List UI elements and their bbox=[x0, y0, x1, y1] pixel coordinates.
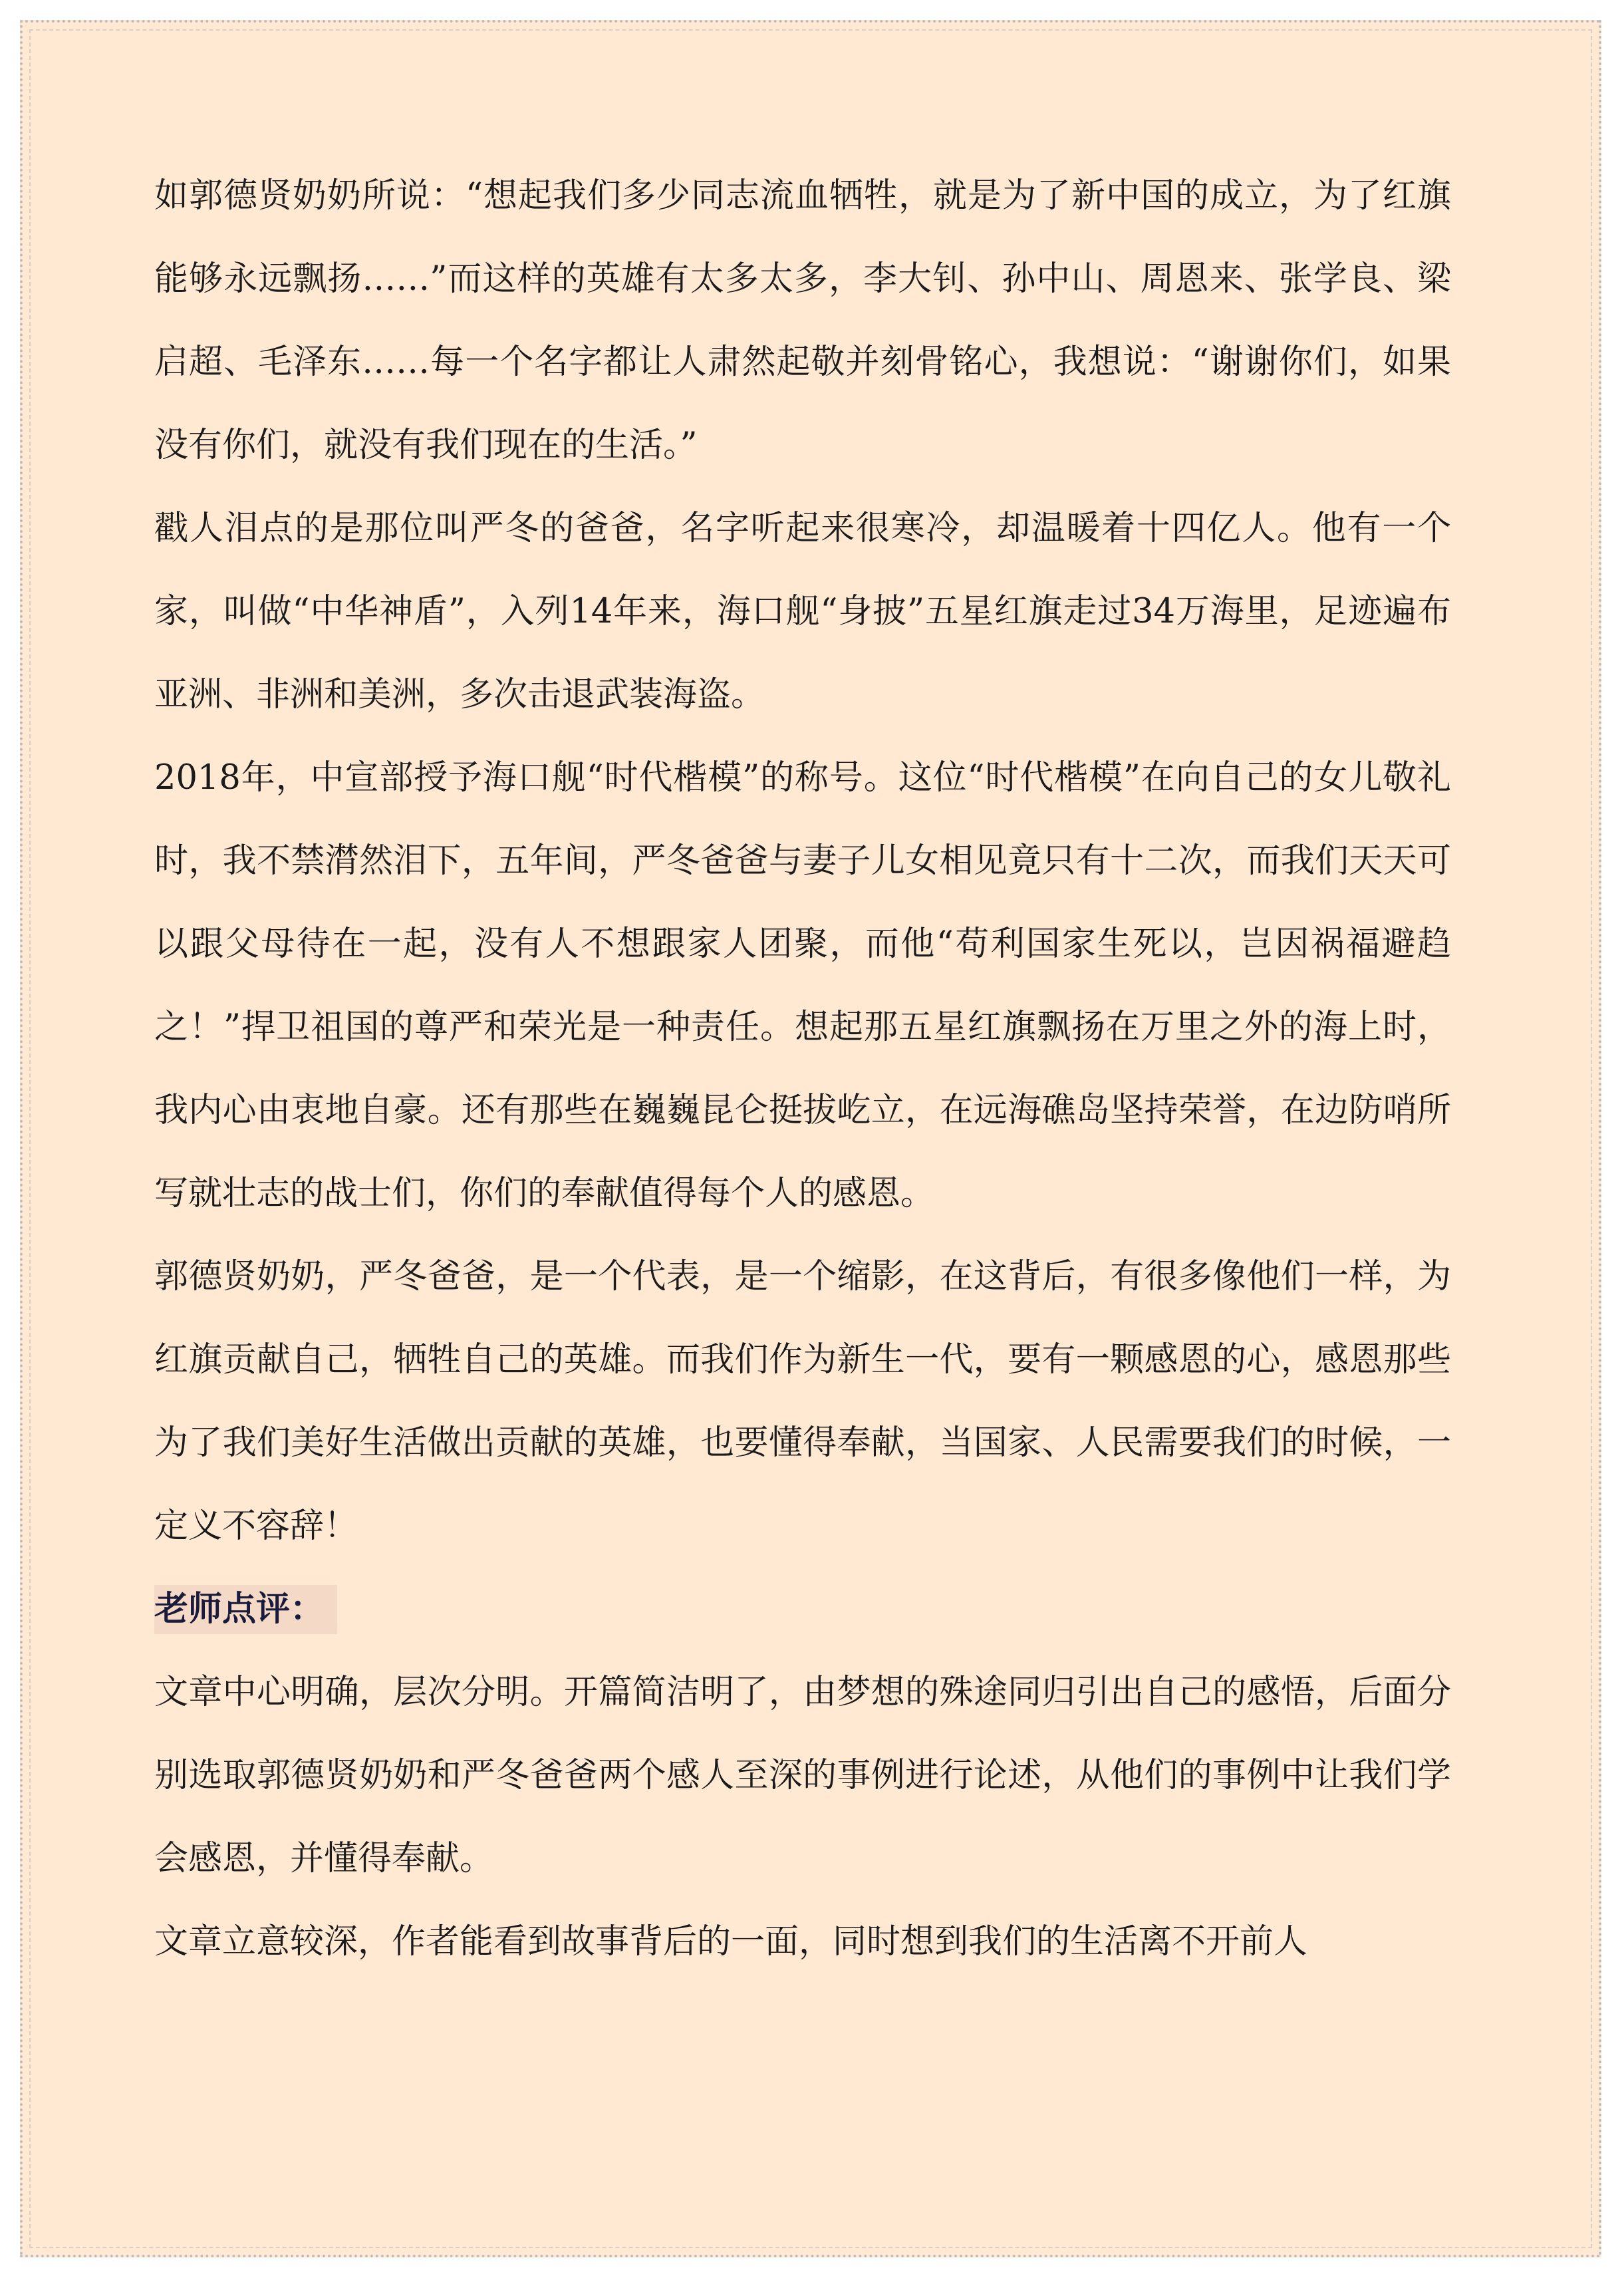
paragraph-conclusion: 郭德贤奶奶，严冬爸爸，是一个代表，是一个缩影，在这背后，有很多像他们一样，为红旗贡献自己，牺牲自己的英雄。而我们作为新生一代，要有一颗感恩的心，感恩那些为了我们美好生活做出贡献的英雄，也要懂得奉献，当国家、人民需要我们的时候，一定义不容辞！ bbox=[154, 1257, 1451, 1546]
review-paragraph: 文章中心明确，层次分明。开篇简洁明了，由梦想的殊途同归引出自己的感悟，后面分别选取郭德贤奶奶和严冬爸爸两个感人至深的事例进行论述，从他们的事例中让我们学会感恩，并懂得奉献。 bbox=[154, 1673, 1451, 1878]
paragraph-role-model: 2018年，中宣部授予海口舰“时代楷模”的称号。这位“时代楷模”在向自己的女儿敬礼时，我不禁潸然泪下，五年间，严冬爸爸与妻子儿女相见竟只有十二次，而我们天天可以跟父母待在一起，没有人不想跟家人团聚，而他“苟利国家生死以，岂因祸福避趋之！”捍卫祖国的尊严和荣光是一种责任。想起那五星红旗飘扬在万里之外的海上时，我内心由衷地自豪。还有那些在巍巍昆仑挺拔屹立，在远海礁岛坚持荣誉，在边防哨所写就壮志的战士们，你们的奉献值得每个人的感恩。 bbox=[154, 758, 1451, 1213]
review-paragraph: 文章立意较深，作者能看到故事背后的一面，同时想到我们的生活离不开前人 bbox=[154, 1922, 1308, 1961]
paragraph-yan-dong: 戳人泪点的是那位叫严冬的爸爸，名字听起来很寒冷，却温暖着十四亿人。他有一个家，叫做“中华神盾”，入列14年来，海口舰“身披”五星红旗走过34万海里，足迹遍布亚洲、非洲和美洲，多次击退武装海盗。 bbox=[154, 509, 1451, 714]
document-body bbox=[154, 154, 1451, 1983]
paragraph-tribute: 如郭德贤奶奶所说：“想起我们多少同志流血牺牲，就是为了新中国的成立，为了红旗能够永远飘扬……”而这样的英雄有太多太多，李大钊、孙中山、周恩来、张学良、梁启超、毛泽东……每一个名字都让人肃然起敬并刻骨铭心，我想说：“谢谢你们，如果没有你们，就没有我们现在的生活。” bbox=[154, 176, 1451, 465]
review-heading: 老师点评： bbox=[154, 1585, 337, 1634]
review-section bbox=[154, 1568, 1451, 1651]
